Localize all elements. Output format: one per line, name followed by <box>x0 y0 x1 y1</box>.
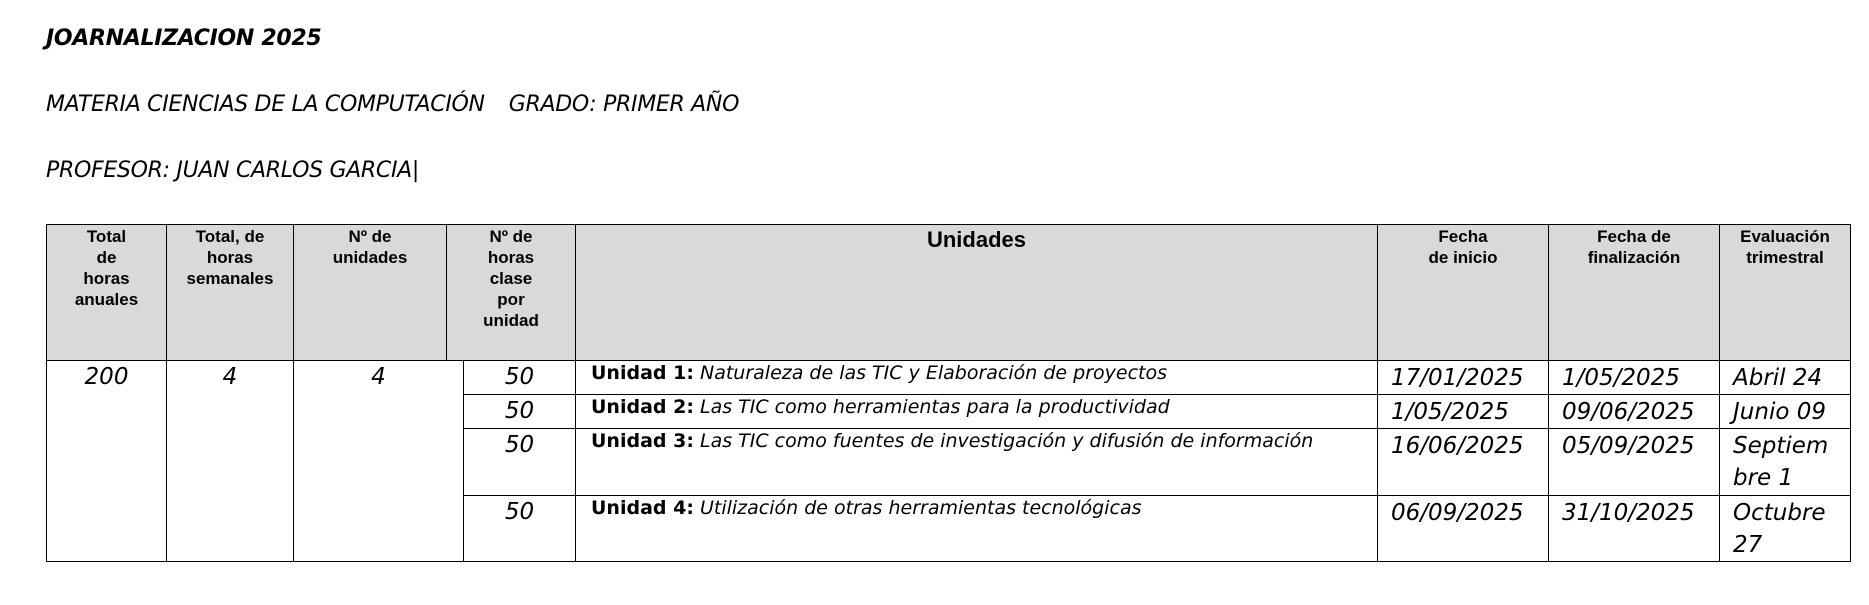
unit-count-value: 4 <box>371 364 386 390</box>
row3-evaluation: Septiem bre 1 <box>1733 433 1829 491</box>
row1-evaluation: Abril 24 <box>1733 365 1823 391</box>
row2-unit: Unidad 2: Las TIC como herramientas para la productividad <box>591 396 1170 418</box>
row4-unit: Unidad 4: Utilización de otras herramientas tecnológicas <box>591 497 1142 519</box>
row1-hours: 50 <box>504 364 535 390</box>
subject-grade-line <box>46 92 739 117</box>
grade-label: GRADO: PRIMER AÑO <box>508 92 740 117</box>
row3-hours: 50 <box>504 432 535 458</box>
row1-end-date: 1/05/2025 <box>1562 365 1680 391</box>
document-title: JOARNALIZACION 2025 <box>46 26 322 51</box>
header-start-date: Fecha de inicio <box>1428 227 1498 267</box>
total-weekly-hours-value: 4 <box>222 364 238 390</box>
row1-start-date: 17/01/2025 <box>1391 365 1524 391</box>
row3-start-date: 16/06/2025 <box>1391 433 1524 459</box>
planning-table <box>46 224 1851 562</box>
header-units: Unidades <box>926 227 1027 252</box>
total-annual-hours-value: 200 <box>84 364 129 390</box>
header-hours-per-unit: Nº de horas clase por unidad <box>483 227 539 330</box>
header-end-date: Fecha de finalización <box>1587 227 1681 267</box>
subject-label: MATERIA CIENCIAS DE LA COMPUTACIÓN <box>46 92 485 117</box>
row4-hours: 50 <box>504 499 535 525</box>
row2-start-date: 1/05/2025 <box>1391 399 1509 425</box>
row2-hours: 50 <box>504 398 535 424</box>
teacher-line: PROFESOR: JUAN CARLOS GARCIA| <box>46 158 420 183</box>
header-evaluation: Evaluación trimestral <box>1740 227 1830 267</box>
row4-start-date: 06/09/2025 <box>1391 500 1524 526</box>
row3-end-date: 05/09/2025 <box>1562 433 1695 459</box>
row3-unit: Unidad 3: Las TIC como fuentes de investigación y difusión de información <box>591 430 1314 452</box>
header-total-annual-hours: Total de horas anuales <box>74 227 139 309</box>
header-unit-count: Nº de unidades <box>332 227 408 267</box>
row2-end-date: 09/06/2025 <box>1562 399 1695 425</box>
row4-end-date: 31/10/2025 <box>1562 500 1695 526</box>
row1-unit: Unidad 1: Naturaleza de las TIC y Elaboración de proyectos <box>591 362 1167 384</box>
row2-evaluation: Junio 09 <box>1733 399 1826 425</box>
header-total-weekly-hours: Total, de horas semanales <box>186 227 274 288</box>
row4-evaluation: Octubre 27 <box>1733 500 1826 558</box>
